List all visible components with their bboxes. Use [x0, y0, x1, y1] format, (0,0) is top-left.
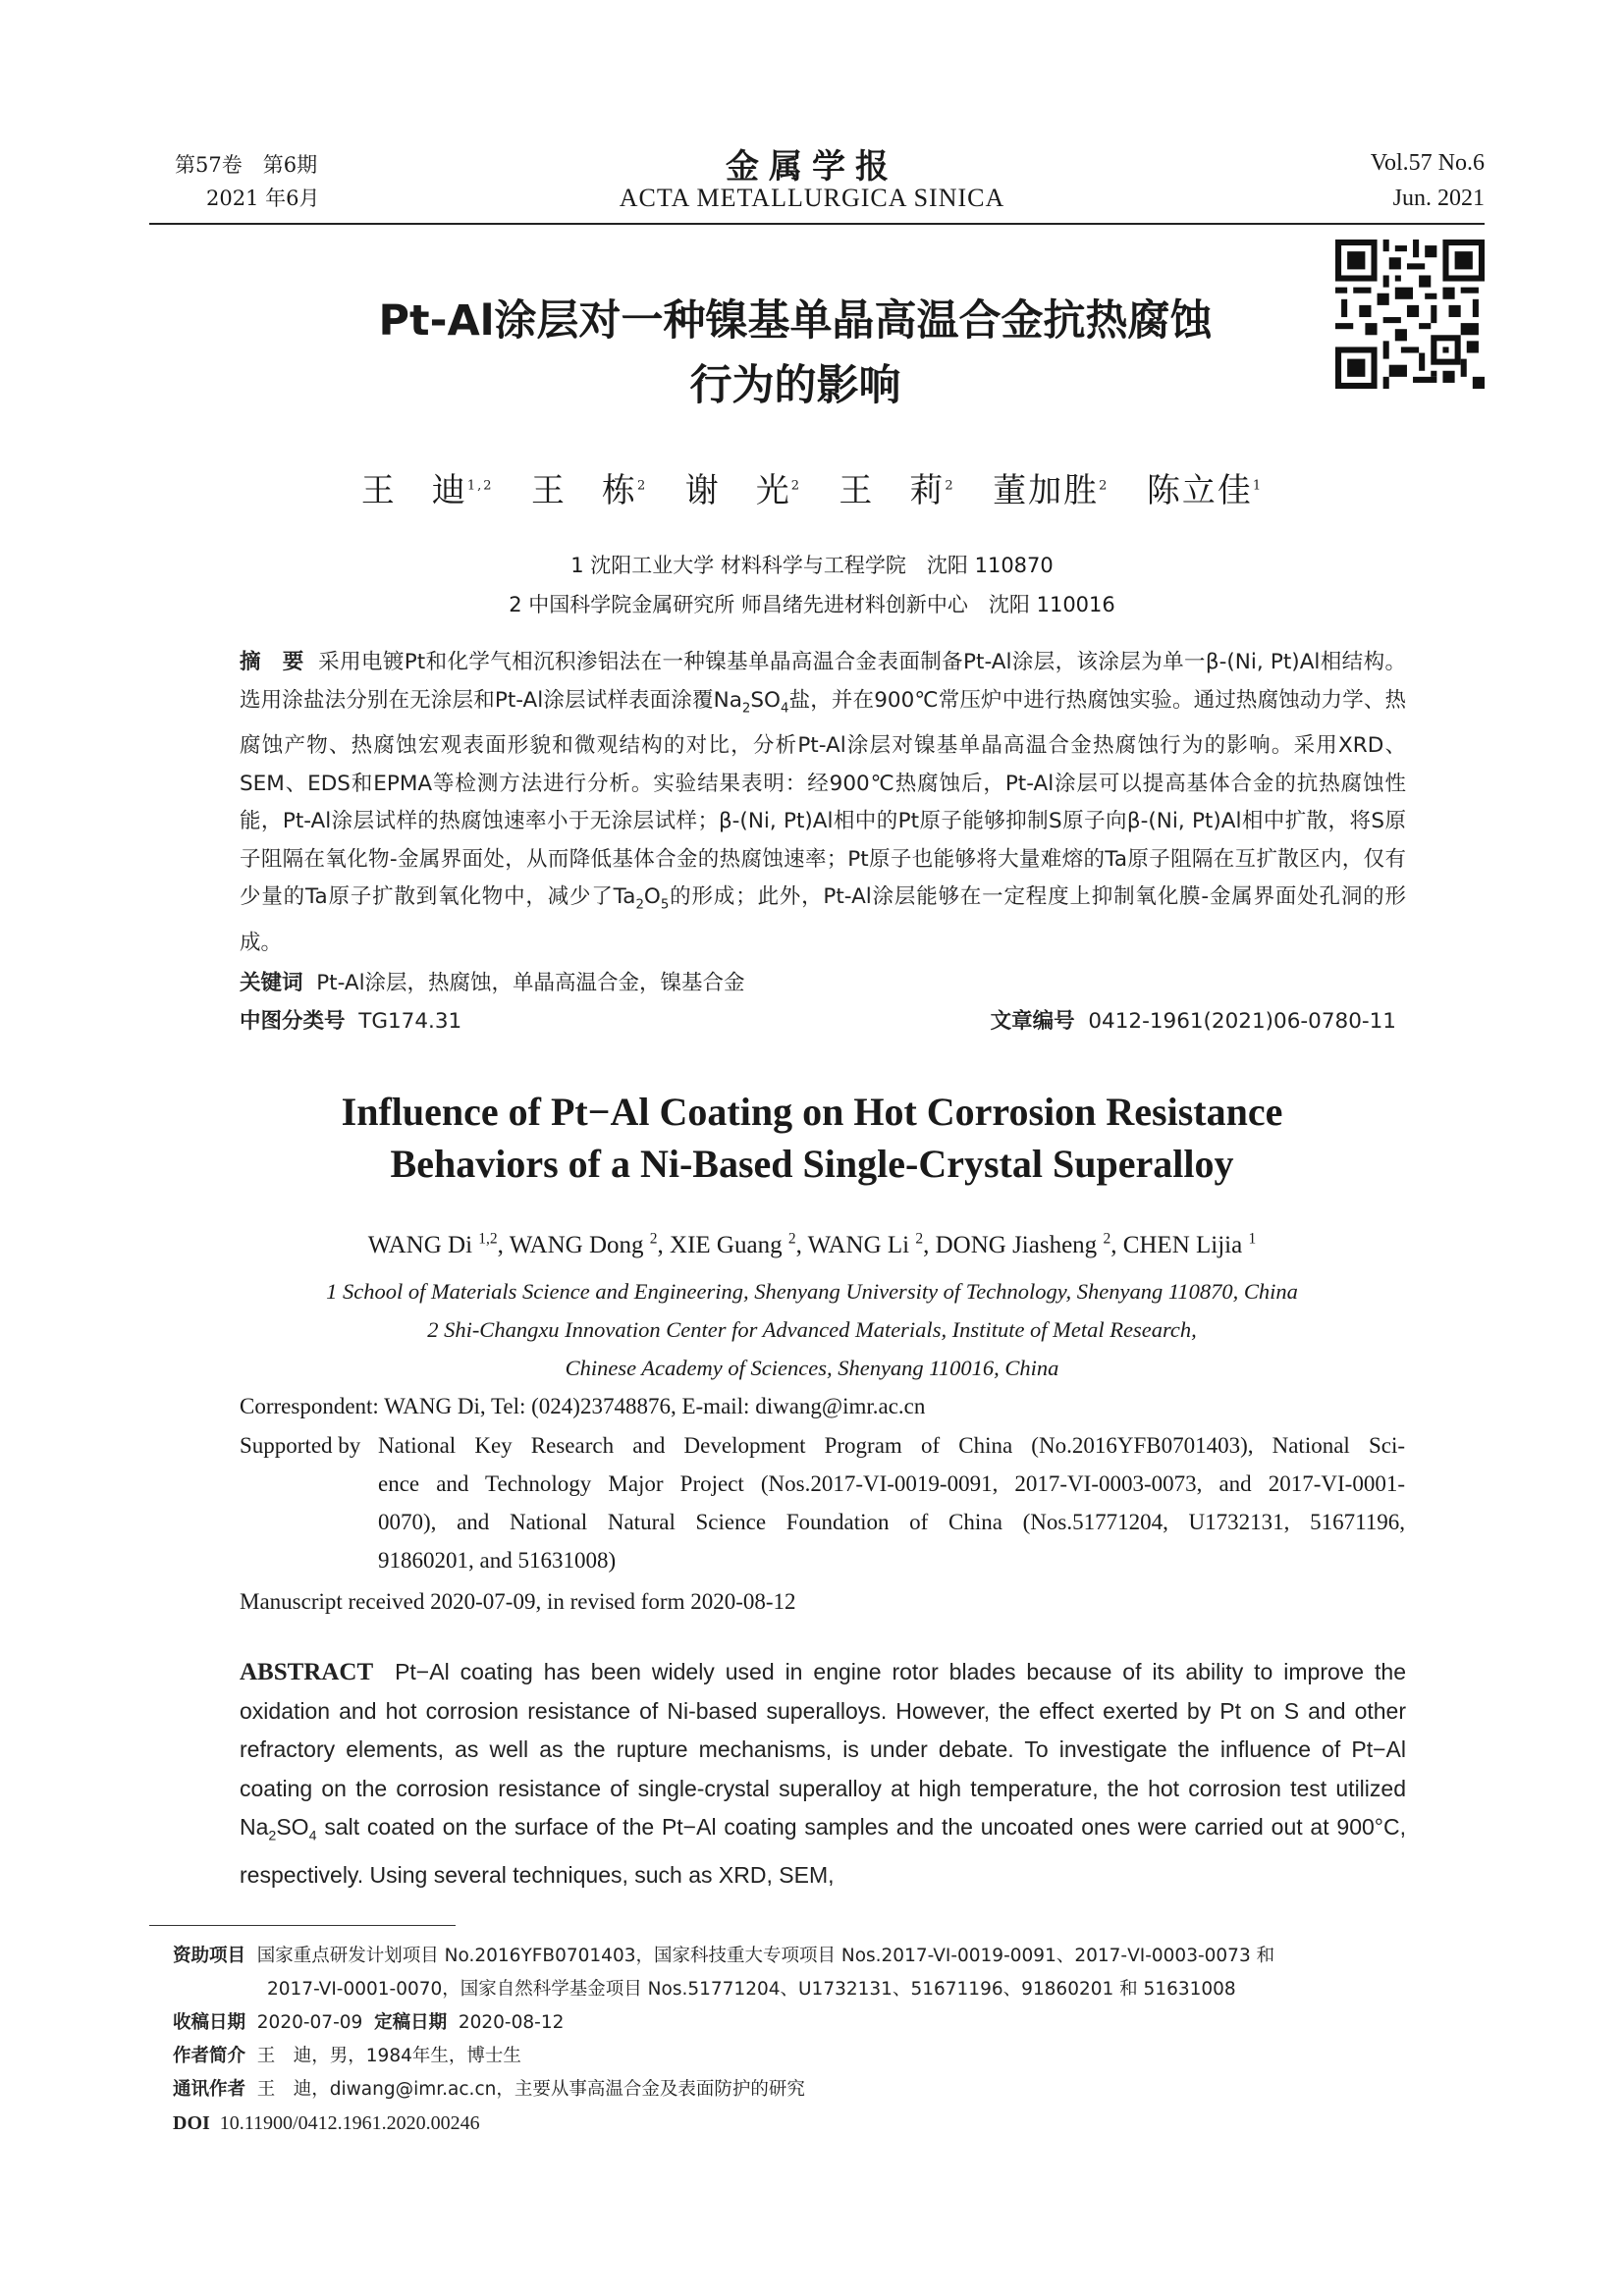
footnote-dates: 收稿日期 2020-07-09 定稿日期 2020-08-12: [173, 2012, 565, 2033]
title-en-line-2: Behaviors of a Ni-Based Single-Crystal Superalloy: [390, 1142, 1234, 1186]
abstract-cn: 摘 要 采用电镀Pt和化学气相沉积渗铝法在一种镍基单晶高温合金表面制备Pt-Al涂层，该涂层为单一β-(Ni, Pt)Al相结构。选用涂盐法分别在无涂层和Pt-Al涂层试样表面涂覆$Na_2SO_4$盐，并在900℃常压炉中进行热腐蚀实验。通过热腐蚀动力学、热腐蚀产物、热腐蚀宏观表面形貌和微观结构的对比，分析Pt-Al涂层对镍基单晶高温合金热腐蚀行为的影响。采用XRD、SEM、EDS和EPMA等检测方法进行分析。实验结果表明：经900℃热腐蚀后，Pt-Al涂层可以提高基体合金的抗热腐蚀性能，Pt-Al涂层试样的热腐蚀速率小于无涂层试样；β-(Ni, Pt)Al相中的Pt原子能够抑制S原子向β-(Ni, Pt)Al相中扩散，将S原子阻隔在氧化物-金属界面处，从而降低基体合金的热腐蚀速率；Pt原子也能够将大量难熔的Ta原子阻隔在互扩散区内，仅有少量的Ta原子扩散到氧化物中，减少了$Ta_2O_5$的形成；此外，Pt-Al涂层能够在一定程度上抑制氧化膜-金属界面处孔洞的形成。: [240, 650, 1407, 956]
footnote-corresponding: 通讯作者 王 迪，diwang@imr.ac.cn，主要从事高温合金及表面防护的研究: [173, 2079, 805, 2100]
article-number: 文章编号 0412-1961(2021)06-0780-11: [990, 1009, 1396, 1034]
header-vol-issue-en: Vol.57 No.6: [1370, 150, 1485, 176]
title-cn: [275, 289, 1316, 418]
author-en: WANG Li $^2$,: [807, 1231, 936, 1259]
abstract-cn-label: 摘 要: [240, 650, 304, 674]
title-en-line-1: Influence of Pt−Al Coating on Hot Corrosion Resistance: [341, 1090, 1283, 1134]
footnote-funding: 资助项目 国家重点研发计划项目 No.2016YFB0701403，国家科技重大专项项目 Nos.2017-VI-0019-0091、2017-VI-0003-0073 和: [173, 1946, 1275, 1966]
keywords-cn: 关键词 Pt-Al涂层，热腐蚀，单晶高温合金，镍基合金: [240, 971, 745, 995]
authors-cn: [0, 463, 1624, 511]
header-vol-issue-cn: 第57卷 第6期: [175, 153, 318, 177]
header-rule: [149, 223, 1485, 225]
manuscript-received: Manuscript received 2020-07-09, in revised form 2020-08-12: [240, 1589, 796, 1614]
author-en: WANG Dong $^2$,: [509, 1231, 671, 1259]
author-cn: 王 迪$^{1,2}$: [360, 471, 494, 510]
qr-code-icon: [1335, 240, 1485, 389]
title-en: [0, 1086, 1624, 1190]
author-cn: 王 莉$^2$: [839, 471, 955, 510]
header-date-cn: 2021 年6月: [206, 187, 320, 210]
footnote-rule: [149, 1925, 456, 1926]
supported-by-text: National Key Research and Development Program of China (No.2016YFB0701403), National Sci- ence and Technology Major Project (Nos.2017-VI-0019-0091, 2017-VI-0003-0073, and 2017-VI-0001- 0070), and National Natural Science Foundation of China (Nos.51771204, U1732131, 51671196, 91860201, and 51631008): [378, 1433, 1405, 1573]
affiliation-cn-2: 2 中国科学院金属研究所 师昌绪先进材料创新中心 沈阳 110016: [509, 593, 1115, 616]
affiliation-en-3: Chinese Academy of Sciences, Shenyang 110016, China: [565, 1356, 1059, 1380]
author-en: XIE Guang $^2$,: [670, 1231, 808, 1259]
keywords-cn-label: 关键词: [240, 971, 303, 995]
header-date-en: Jun. 2021: [1392, 186, 1485, 211]
title-cn-line-1: Pt-Al涂层对一种镍基单晶高温合金抗热腐蚀: [378, 296, 1213, 346]
title-cn-line-2: 行为的影响: [689, 361, 901, 410]
footnote-doi: DOI 10.11900/0412.1961.2020.00246: [173, 2112, 480, 2134]
classification-number: 中图分类号 TG174.31: [240, 1009, 462, 1034]
author-cn: 王 栋$^2$: [530, 471, 648, 510]
journal-name-en: ACTA METALLURGICA SINICA: [619, 184, 1005, 212]
authors-en: [0, 1231, 1624, 1259]
abstract-en: ABSTRACT Pt−Al coating has been widely used in engine rotor blades because of its ability to improve the oxidation and hot corrosion resistance of Ni-based superalloys. However, the effect exerted by Pt on S and other refractory elements, as well as the rupture mechanisms, is under debate. To investigate the influence of Pt−Al coating on the corrosion resistance of single-crystal superalloy at high temperature, the hot corrosion test utilized $Na_2SO_4$ salt coated on the surface of the Pt−Al coating samples and the uncoated ones were carried out at 900°C, respectively. Using several techniques, such as XRD, SEM,: [240, 1659, 1407, 1889]
supported-by-label: Supported by: [240, 1433, 361, 1458]
author-cn: 董加胜$^2$: [993, 471, 1110, 510]
journal-name-cn: 金属学报: [726, 147, 898, 187]
author-en: WANG Di $^{1,2}$,: [367, 1231, 510, 1259]
affiliation-cn-1: 1 沈阳工业大学 材料科学与工程学院 沈阳 110870: [570, 554, 1054, 577]
footnote-author-bio: 作者简介 王 迪，男，1984年生，博士生: [173, 2046, 521, 2066]
correspondent: Correspondent: WANG Di, Tel: (024)23748876, E-mail: diwang@imr.ac.cn: [240, 1394, 926, 1418]
author-en: DONG Jiasheng $^2$,: [935, 1231, 1123, 1259]
author-cn: 谢 光$^2$: [684, 471, 801, 510]
affiliation-en-1: 1 School of Materials Science and Engineering, Shenyang University of Technology, Shenyang 110870, China: [326, 1279, 1298, 1304]
author-cn: 陈立佳$^1$: [1146, 471, 1264, 510]
affiliation-en-2: 2 Shi-Changxu Innovation Center for Advanced Materials, Institute of Metal Research,: [427, 1317, 1197, 1342]
abstract-en-label: ABSTRACT: [240, 1659, 374, 1685]
footnote-funding-cont: 2017-VI-0001-0070，国家自然科学基金项目 Nos.51771204、U1732131、51671196、91860201 和 51631008: [267, 1979, 1236, 2000]
author-en: CHEN Lijia $^1$: [1122, 1231, 1257, 1259]
